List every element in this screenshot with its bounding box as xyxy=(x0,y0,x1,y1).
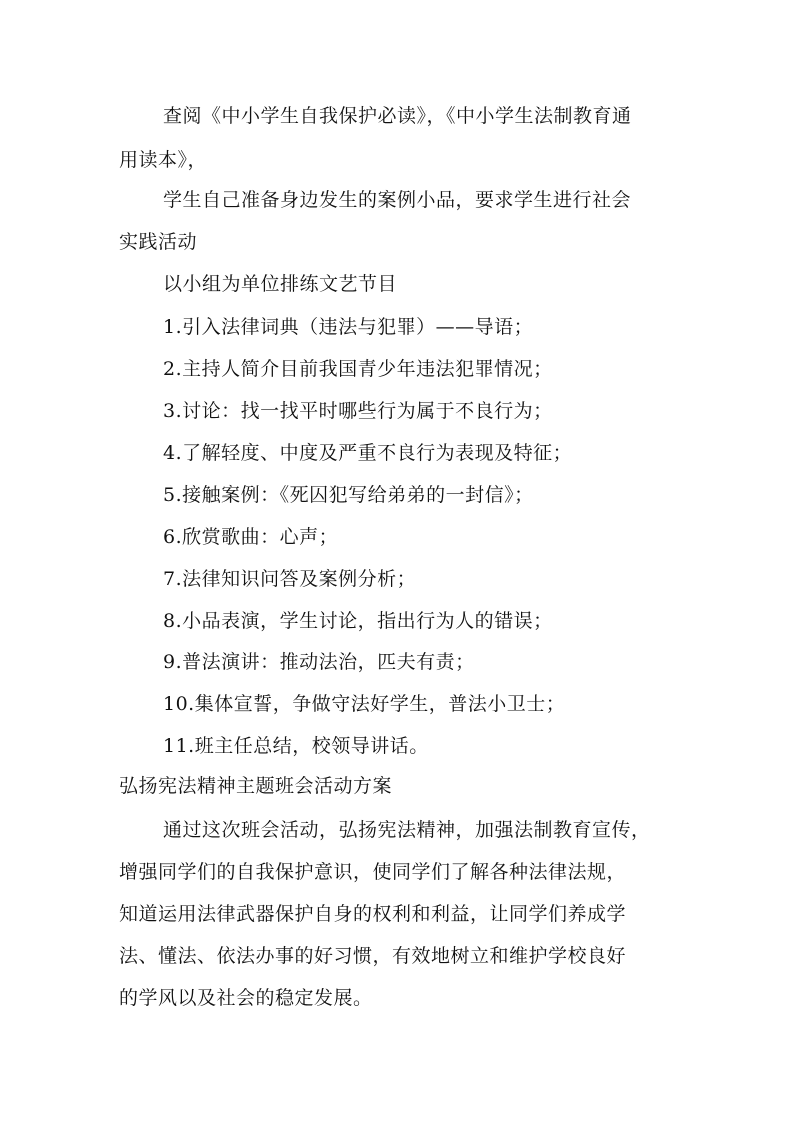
list-item: 3.讨论：找一找平时哪些行为属于不良行为； xyxy=(163,400,553,422)
section-heading: 弘扬宪法精神主题班会活动方案 xyxy=(119,775,393,797)
body-text-line: 实践活动 xyxy=(119,231,198,253)
body-text-line: 的学风以及社会的稳定发展。 xyxy=(119,987,373,1009)
body-text-line: 法、懂法、依法办事的好习惯，有效地树立和维护学校良好 xyxy=(119,945,627,967)
list-item: 5.接触案例：《死囚犯写给弟弟的一封信》； xyxy=(163,484,534,506)
body-text-line: 增强同学们的自我保护意识，使同学们了解各种法律法规， xyxy=(119,861,627,883)
list-item: 1.引入法律词典（违法与犯罪）——导语； xyxy=(163,316,534,338)
body-text-line: 查阅《中小学生自我保护必读》，《中小学生法制教育通 xyxy=(163,105,632,127)
list-item: 11.班主任总结，校领导讲话。 xyxy=(163,735,429,757)
list-item: 2.主持人简介目前我国青少年违法犯罪情况； xyxy=(163,358,553,380)
list-item: 8.小品表演，学生讨论，指出行为人的错误； xyxy=(163,610,553,632)
body-text-line: 用读本》， xyxy=(119,149,208,171)
list-item: 10.集体宣誓，争做守法好学生，普法小卫士； xyxy=(163,693,566,715)
list-item: 7.法律知识问答及案例分析； xyxy=(163,568,417,590)
body-text-line: 学生自己准备身边发生的案例小品，要求学生进行社会 xyxy=(163,189,632,211)
list-item: 4.了解轻度、中度及严重不良行为表现及特征； xyxy=(163,442,573,464)
body-text-line: 以小组为单位排练文艺节目 xyxy=(163,273,398,295)
list-item: 9.普法演讲：推动法治，匹夫有责； xyxy=(163,651,475,673)
body-text-line: 通过这次班会活动，弘扬宪法精神，加强法制教育宣传， xyxy=(163,819,651,841)
body-text-line: 知道运用法律武器保护自身的权利和利益，让同学们养成学 xyxy=(119,903,627,925)
list-item: 6.欣赏歌曲：心声； xyxy=(163,526,339,548)
